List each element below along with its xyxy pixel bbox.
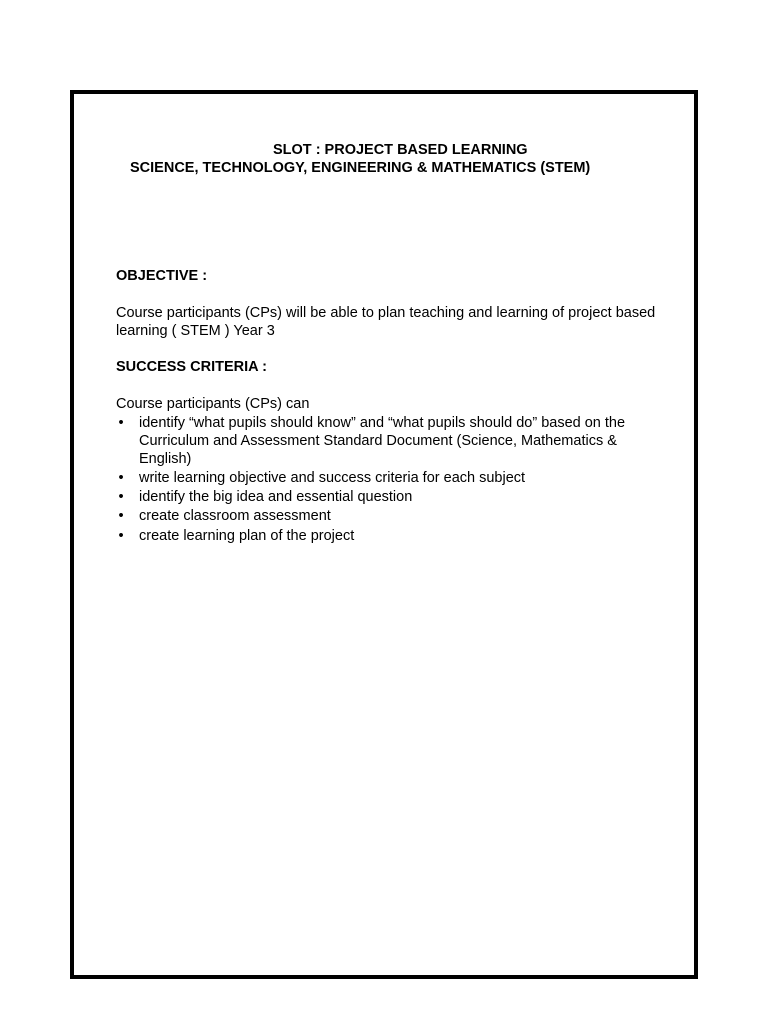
success-criteria-intro: Course participants (CPs) can [116,396,310,412]
title-line-2: SCIENCE, TECHNOLOGY, ENGINEERING & MATHEMATICS (STEM) [130,160,591,176]
bullet-icon: • [118,489,124,505]
bullet-icon: • [118,415,124,431]
objective-text-line-1: Course participants (CPs) will be able to plan teaching and learning of project based [116,305,656,321]
list-item: write learning objective and success criteria for each subject [139,470,526,486]
list-item-continued: English) [139,451,192,467]
bullet-icon: • [118,528,124,544]
list-item: identify the big idea and essential question [139,489,413,505]
objective-text-line-2: learning ( STEM ) Year 3 [116,323,275,339]
list-item: identify “what pupils should know” and “what pupils should do” based on the [139,415,626,431]
bullet-icon: • [118,508,124,524]
success-criteria-heading: SUCCESS CRITERIA : [116,359,267,375]
list-item-continued: Curriculum and Assessment Standard Document (Science, Mathematics & [139,433,617,449]
list-item: create learning plan of the project [139,528,355,544]
list-item: create classroom assessment [139,508,331,524]
objective-heading: OBJECTIVE : [116,268,208,284]
title-line-1: SLOT : PROJECT BASED LEARNING [273,142,528,158]
bullet-icon: • [118,470,124,486]
